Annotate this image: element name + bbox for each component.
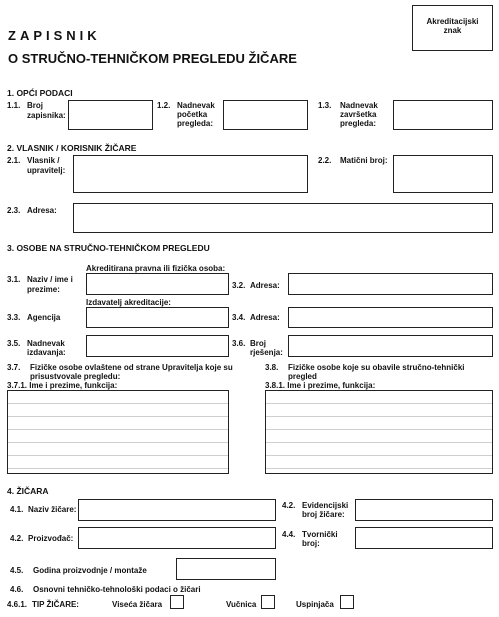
field-4-3-number: 4.2. bbox=[10, 534, 24, 543]
owner-operator-input[interactable] bbox=[73, 155, 308, 193]
ropeway-register-number-input[interactable] bbox=[355, 499, 493, 521]
field-3-4-number: 3.4. bbox=[232, 313, 246, 322]
type-surface-lift-checkbox[interactable] bbox=[261, 595, 275, 609]
field-3-6-label-l2: rješenja: bbox=[250, 348, 283, 357]
field-2-1-number: 2.1. bbox=[7, 156, 21, 165]
field-2-1-label-l2: upravitelj: bbox=[27, 166, 66, 175]
inspection-end-date-input[interactable] bbox=[393, 100, 493, 130]
field-3-2-label: Adresa: bbox=[250, 281, 280, 290]
field-3-5-label-l2: izdavanja: bbox=[27, 348, 66, 357]
field-3-7-number: 3.7. bbox=[7, 363, 21, 372]
document-title-line2: O STRUČNO-TEHNIČKOM PREGLEDU ŽIČARE bbox=[8, 51, 297, 66]
type-aerial-checkbox[interactable] bbox=[170, 595, 184, 609]
type-option-surface-lift-label: Vučnica bbox=[226, 600, 257, 609]
field-4-1-number: 4.1. bbox=[10, 505, 24, 514]
manufacturer-input[interactable] bbox=[78, 527, 276, 549]
field-2-2-number: 2.2. bbox=[318, 156, 332, 165]
section4-heading: 4. ŽIČARA bbox=[7, 486, 49, 496]
field-4-2-label-l1: Evidencijski bbox=[302, 501, 349, 510]
field-4-3-label: Proizvođač: bbox=[28, 534, 74, 543]
field-4-6-number: 4.6. bbox=[10, 585, 24, 594]
ropeway-name-input[interactable] bbox=[78, 499, 276, 521]
record-number-input[interactable] bbox=[68, 100, 153, 130]
field-1-2-label-l1: Nadnevak bbox=[177, 101, 215, 110]
field-3-3-number: 3.3. bbox=[7, 313, 21, 322]
type-option-aerial-label: Viseća žičara bbox=[112, 600, 163, 609]
accredited-person-name-input[interactable] bbox=[86, 273, 229, 295]
field-3-1-label-l2: prezime: bbox=[27, 285, 60, 294]
field-1-3-number: 1.3. bbox=[318, 101, 332, 110]
section1-heading: 1. OPĆI PODACI bbox=[7, 88, 73, 98]
field-1-3-label-l2: završetka bbox=[340, 110, 377, 119]
agency-input[interactable] bbox=[86, 307, 229, 328]
field-3-1-label-l1: Naziv / ime i bbox=[27, 275, 73, 284]
field-4-6-1-number: 4.6.1. bbox=[7, 600, 28, 609]
field-3-1-number: 3.1. bbox=[7, 275, 21, 284]
field-1-2-number: 1.2. bbox=[157, 101, 171, 110]
serial-number-input[interactable] bbox=[355, 527, 493, 549]
field-3-3-label: Agencija bbox=[27, 313, 61, 322]
field-3-8-1-label: 3.8.1. Ime i prezime, funkcija: bbox=[265, 381, 376, 390]
type-option-funicular-label: Uspinjača bbox=[296, 600, 334, 609]
field-4-1-label: Naziv žičare: bbox=[28, 505, 77, 514]
issue-date-input[interactable] bbox=[86, 335, 229, 357]
accreditation-mark-box bbox=[412, 5, 493, 51]
field-3-8-label-l1: Fizičke osobe koje su obavile stručno-tehnički bbox=[288, 363, 465, 372]
field-3-7-label-l2: prisustvovale pregledu: bbox=[30, 372, 121, 381]
field-3-6-label-l1: Broj bbox=[250, 339, 266, 348]
field-3-5-number: 3.5. bbox=[7, 339, 21, 348]
field-2-2-label: Matični broj: bbox=[340, 156, 388, 165]
field-4-4-label-l1: Tvornički bbox=[302, 530, 338, 539]
agency-address-input[interactable] bbox=[288, 307, 493, 328]
field-3-2-number: 3.2. bbox=[232, 281, 246, 290]
section3-subheading-accredited: Akreditirana pravna ili fizička osoba: bbox=[86, 264, 226, 273]
field-1-2-label-l3: pregleda: bbox=[177, 119, 214, 128]
section3-subheading-issuer: Izdavatelj akreditacije: bbox=[86, 298, 171, 307]
field-3-6-number: 3.6. bbox=[232, 339, 246, 348]
field-4-2-label-l2: broj žičare: bbox=[302, 510, 345, 519]
field-3-4-label: Adresa: bbox=[250, 313, 280, 322]
field-3-8-number: 3.8. bbox=[265, 363, 279, 372]
decision-number-input[interactable] bbox=[288, 335, 493, 357]
section2-heading: 2. VLASNIK / KORISNIK ŽIČARE bbox=[7, 143, 137, 153]
field-1-3-label-l1: Nadnevak bbox=[340, 101, 378, 110]
field-3-7-1-label: 3.7.1. Ime i prezime, funkcija: bbox=[7, 381, 118, 390]
field-4-4-label-l2: broj: bbox=[302, 539, 320, 548]
field-4-5-number: 4.5. bbox=[10, 566, 24, 575]
present-persons-list[interactable] bbox=[7, 390, 229, 474]
accreditation-label-line1: Akreditacijski bbox=[426, 17, 479, 26]
field-1-2-label-l2: početka bbox=[177, 110, 208, 119]
field-3-5-label-l1: Nadnevak bbox=[27, 339, 65, 348]
inspecting-persons-list[interactable] bbox=[265, 390, 493, 474]
accreditation-label-line2: znak bbox=[443, 26, 462, 35]
field-2-3-number: 2.3. bbox=[7, 206, 21, 215]
field-1-1-number: 1.1. bbox=[7, 101, 21, 110]
field-1-3-label-l3: pregleda: bbox=[340, 119, 377, 128]
field-3-8-label-l2: pregled bbox=[288, 372, 317, 381]
field-2-3-label: Adresa: bbox=[27, 206, 57, 215]
field-4-6-1-label: TIP ŽIČARE: bbox=[32, 600, 79, 609]
field-1-1-label-l2: zapisnika: bbox=[27, 111, 66, 120]
field-4-4-number: 4.4. bbox=[282, 530, 296, 539]
registration-number-input[interactable] bbox=[393, 155, 493, 193]
field-4-5-label: Godina proizvodnje / montaže bbox=[33, 566, 147, 575]
section3-heading: 3. OSOBE NA STRUČNO-TEHNIČKOM PREGLEDU bbox=[7, 243, 210, 253]
accredited-person-address-input[interactable] bbox=[288, 273, 493, 295]
owner-address-input[interactable] bbox=[73, 203, 493, 233]
field-1-1-label-l1: Broj bbox=[27, 101, 43, 110]
field-3-7-label-l1: Fizičke osobe ovlaštene od strane Upravitelja koje su bbox=[30, 363, 233, 372]
field-2-1-label-l1: Vlasnik / bbox=[27, 156, 60, 165]
document-title-line1: ZAPISNIK bbox=[8, 28, 101, 43]
production-year-input[interactable] bbox=[176, 558, 276, 580]
inspection-start-date-input[interactable] bbox=[223, 100, 308, 130]
type-funicular-checkbox[interactable] bbox=[340, 595, 354, 609]
field-4-6-label: Osnovni tehničko-tehnološki podaci o žičari bbox=[33, 585, 201, 594]
field-4-2-number: 4.2. bbox=[282, 501, 296, 510]
